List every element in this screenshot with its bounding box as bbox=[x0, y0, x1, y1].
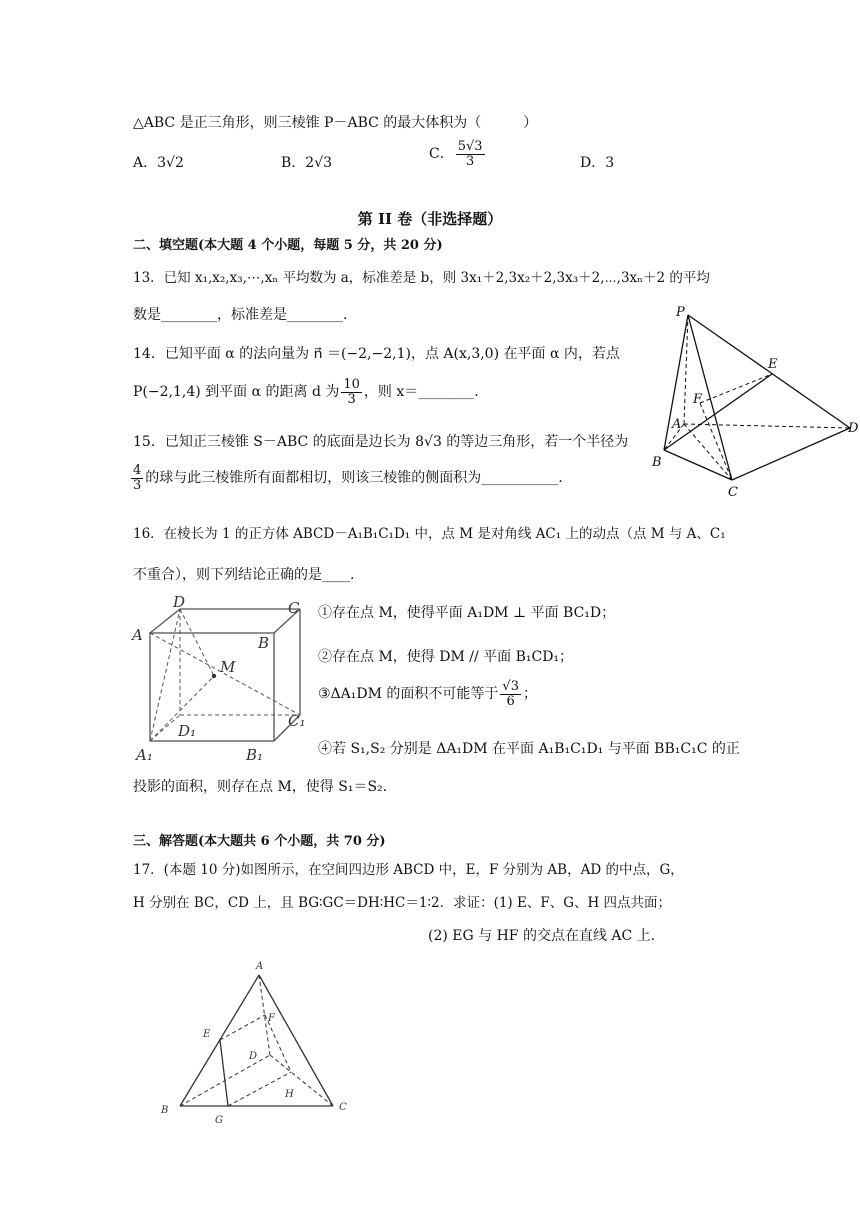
q16-option3-text-a: ③ΔA₁DM 的面积不可能等于 bbox=[318, 686, 499, 703]
edge-dc bbox=[270, 1055, 333, 1106]
label-g: G bbox=[215, 1115, 223, 1126]
q12-option-c-fraction bbox=[456, 140, 485, 168]
q17-line3: (2) EG 与 HF 的交点在直线 AC 上. bbox=[428, 928, 656, 944]
q14-text-a: P(−2,1,4) 到平面 α 的距离 d 为 bbox=[133, 384, 340, 401]
q12-option-c-label: C． bbox=[429, 146, 454, 163]
label-f: F bbox=[693, 392, 703, 407]
q16-option1: ①存在点 M，使得平面 A₁DM ⊥ 平面 BC₁D； bbox=[318, 605, 616, 621]
q14-text-b: ，则 x＝________. bbox=[363, 384, 479, 401]
q14-fraction bbox=[341, 378, 362, 406]
fraction-denominator: 3 bbox=[465, 153, 475, 169]
q17-line2: H 分别在 BC，CD 上，且 BG∶GC＝DH∶HC＝1∶2．求证：(1) E、F、G、H 四点共面； bbox=[133, 895, 672, 911]
label-e: E bbox=[768, 357, 778, 372]
part2-title: 第 II 卷（非选择题） bbox=[357, 210, 503, 228]
label-c: C bbox=[339, 1102, 347, 1113]
q16-option3-text-b: ； bbox=[522, 686, 537, 703]
label-c: C bbox=[288, 599, 300, 617]
label-b: B bbox=[161, 1105, 169, 1116]
q17-line1: 17．(本题 10 分)如图所示，在空间四边形 ABCD 中，E，F 分别为 AB，AD 的中点，G， bbox=[133, 862, 684, 878]
edge-ac bbox=[259, 975, 333, 1106]
spatial-quadrilateral-figure bbox=[155, 955, 355, 1127]
section3-header: 三、解答题(本大题共 6 个小题，共 70 分) bbox=[133, 834, 386, 849]
q12-option-a: A．3√2 bbox=[133, 155, 184, 171]
edge-cd bbox=[732, 428, 850, 480]
q12-stem: △ABC 是正三角形，则三棱锥 P－ABC 的最大体积为（ ） bbox=[133, 115, 538, 131]
q15-line2 bbox=[129, 464, 563, 492]
q16-line1: 16．在棱长为 1 的正方体 ABCD－A₁B₁C₁D₁ 中，点 M 是对角线 AC₁ 上的动点（点 M 与 A、C₁ bbox=[133, 526, 726, 542]
label-d: D bbox=[848, 421, 858, 436]
label-c: C bbox=[728, 485, 738, 500]
q15-line1: 15．已知正三棱锥 S－ABC 的底面是边长为 8√3 的等边三角形，若一个半径为 bbox=[133, 434, 629, 450]
label-h: H bbox=[285, 1089, 294, 1100]
q16-option2: ②存在点 M，使得 DM // 平面 B₁CD₁； bbox=[318, 649, 574, 665]
label-d: D bbox=[173, 594, 186, 611]
fraction-denominator: 3 bbox=[347, 391, 356, 407]
q16-option3 bbox=[318, 680, 537, 708]
edge-bc bbox=[664, 450, 732, 480]
label-e: E bbox=[203, 1029, 211, 1040]
fraction-numerator: 5√3 bbox=[457, 139, 483, 154]
label-a: A bbox=[672, 417, 682, 432]
label-b: B bbox=[258, 634, 270, 652]
section2-header: 二、填空题(本大题 4 个小题，每题 5 分，共 20 分) bbox=[133, 238, 443, 253]
fraction-denominator: 6 bbox=[506, 693, 515, 709]
label-d1: D₁ bbox=[178, 722, 197, 740]
cube-figure bbox=[128, 594, 314, 770]
q16-line2: 不重合），则下列结论正确的是____. bbox=[133, 567, 355, 583]
q15-text: 的球与此三棱锥所有面都相切，则该三棱锥的侧面积为___________. bbox=[145, 470, 563, 487]
label-m: M bbox=[220, 658, 236, 676]
q12-option-b: B．2√3 bbox=[281, 155, 333, 171]
point-m bbox=[212, 674, 216, 678]
q16-option3-fraction bbox=[500, 680, 521, 708]
label-a1: A₁ bbox=[136, 746, 153, 764]
label-c1: C₁ bbox=[288, 712, 306, 730]
label-a: A bbox=[256, 961, 264, 972]
q12-option-d: D．3 bbox=[580, 155, 615, 171]
segment-gh bbox=[228, 1072, 291, 1106]
label-b: B bbox=[652, 455, 662, 470]
edge-be bbox=[664, 374, 772, 450]
tetrahedron-figure bbox=[642, 298, 858, 500]
label-p: P bbox=[676, 305, 685, 320]
q14-line2 bbox=[133, 378, 479, 406]
q16-option4-continued: 投影的面积，则存在点 M，使得 S₁＝S₂. bbox=[133, 779, 388, 795]
segment-eg bbox=[220, 1040, 228, 1106]
fraction-denominator: 3 bbox=[133, 477, 142, 493]
label-d: D bbox=[249, 1051, 258, 1062]
label-b1: B₁ bbox=[246, 746, 264, 764]
q13-line2: 数是________，标准差是________. bbox=[133, 307, 348, 323]
q13-line1: 13．已知 x₁,x₂,x₃,⋯,xₙ 平均数为 a，标准差是 b，则 3x₁＋2,3x₂＋2,3x₃＋2,⋯,3xₙ＋2 的平均 bbox=[133, 270, 710, 286]
edge-bd bbox=[180, 1055, 270, 1106]
q12-option-c bbox=[429, 140, 487, 168]
fraction-numerator: √3 bbox=[502, 679, 519, 694]
q14-line1: 14．已知平面 α 的法向量为 n⃗ ＝(−2,−2,1)，点 A(x,3,0) 在平面 α 内，若点 bbox=[133, 346, 620, 362]
fraction-numerator: 4 bbox=[133, 463, 142, 478]
fraction-numerator: 10 bbox=[343, 377, 360, 392]
q16-option4: ④若 S₁,S₂ 分别是 ΔA₁DM 在平面 A₁B₁C₁D₁ 与平面 BB₁C₁C 的正 bbox=[318, 741, 740, 757]
q15-fraction bbox=[131, 464, 143, 492]
label-a: A bbox=[132, 626, 143, 644]
label-f: F bbox=[268, 1013, 275, 1024]
